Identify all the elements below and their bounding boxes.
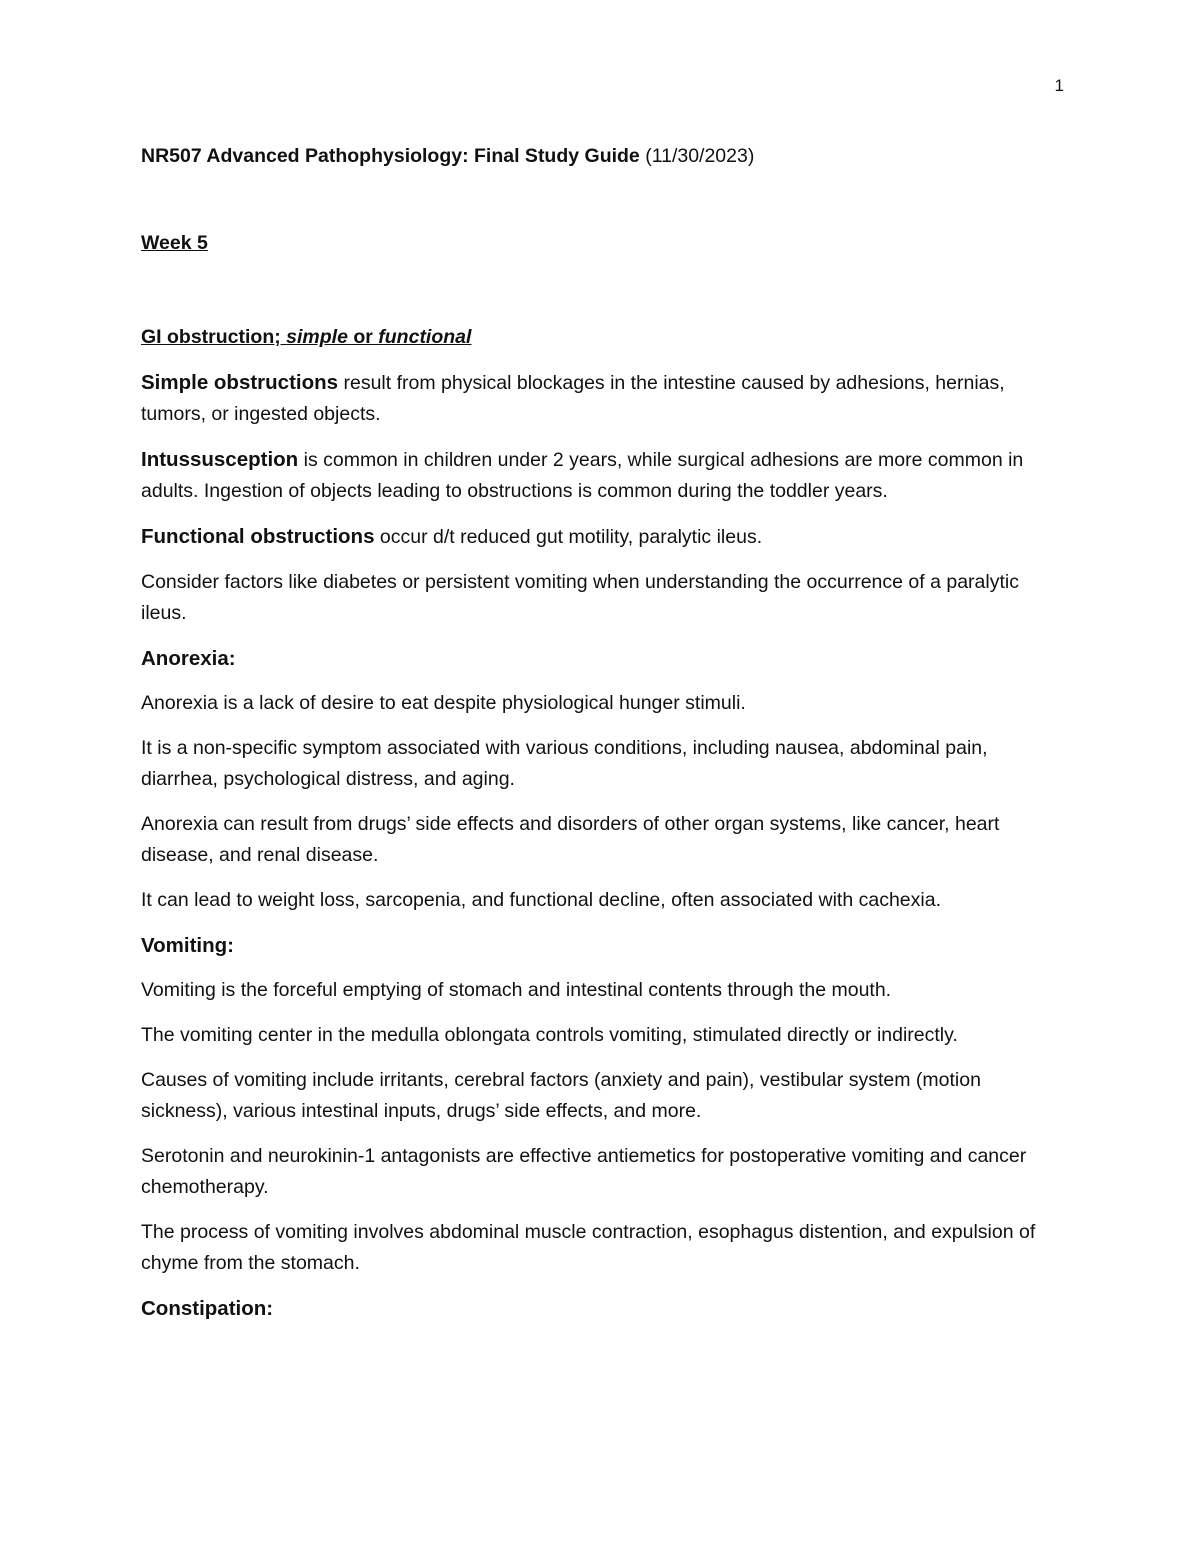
document-title [141,141,1066,172]
heading-vomiting: Vomiting: [141,934,234,957]
week-heading: Week 5 [141,232,208,254]
text-simple-obstructions: result from physical blockages in the intestine caused by adhesions, hernias, tumors, or ingested objects. [141,372,1005,425]
vomiting-item: Causes of vomiting include irritants, cerebral factors (anxiety and pain), vestibular system (motion sickness), various intestinal inputs, drugs’ side effects, and more. [141,1069,981,1122]
vomiting-item: Vomiting is the forceful emptying of stomach and intestinal contents through the mouth. [141,979,892,1001]
text-intussusception: is common in children under 2 years, while surgical adhesions are more common in adults. Ingestion of objects leading to obstructions is common during the toddler years. [141,449,1024,502]
heading-constipation: Constipation: [141,1297,274,1320]
section-prefix: GI obstruction; [141,326,287,348]
section-functional: functional [378,326,472,348]
anorexia-item: It is a non-specific symptom associated with various conditions, including nausea, abdominal pain, diarrhea, psychological distress, and aging. [141,737,988,790]
page-number: 1 [1054,76,1064,95]
section-or: or [347,326,379,348]
vomiting-item: Serotonin and neurokinin-1 antagonists are effective antiemetics for postoperative vomiting and cancer chemotherapy. [141,1145,1027,1198]
vomiting-item: The process of vomiting involves abdominal muscle contraction, esophagus distention, and expulsion of chyme from the stomach. [141,1221,1036,1274]
paragraph-intussusception [141,444,1066,507]
section-heading-gi-obstruction [141,322,1066,353]
anorexia-item: It can lead to weight loss, sarcopenia, and functional decline, often associated with cachexia. [141,889,941,911]
heading-anorexia: Anorexia: [141,647,236,670]
term-functional-obstructions: Functional obstructions [141,525,375,548]
vomiting-item: The vomiting center in the medulla oblongata controls vomiting, stimulated directly or indirectly. [141,1024,958,1046]
anorexia-item: Anorexia can result from drugs’ side effects and disorders of other organ systems, like cancer, heart disease, and renal disease. [141,813,1000,866]
paragraph-simple-obstructions [141,367,1066,430]
document-body [141,141,1066,1324]
anorexia-item: Anorexia is a lack of desire to eat despite physiological hunger stimuli. [141,692,746,714]
paragraph-consider: Consider factors like diabetes or persistent vomiting when understanding the occurrence of a paralytic ileus. [141,571,1019,624]
text-functional-obstructions: occur d/t reduced gut motility, paralytic ileus. [374,526,763,548]
title-main: NR507 Advanced Pathophysiology: Final Study Guide [141,145,640,167]
section-simple: simple [286,326,348,348]
term-intussusception: Intussusception [141,448,299,471]
term-simple-obstructions: Simple obstructions [141,371,339,394]
title-date: (11/30/2023) [645,145,755,167]
paragraph-functional-obstructions [141,521,1066,553]
